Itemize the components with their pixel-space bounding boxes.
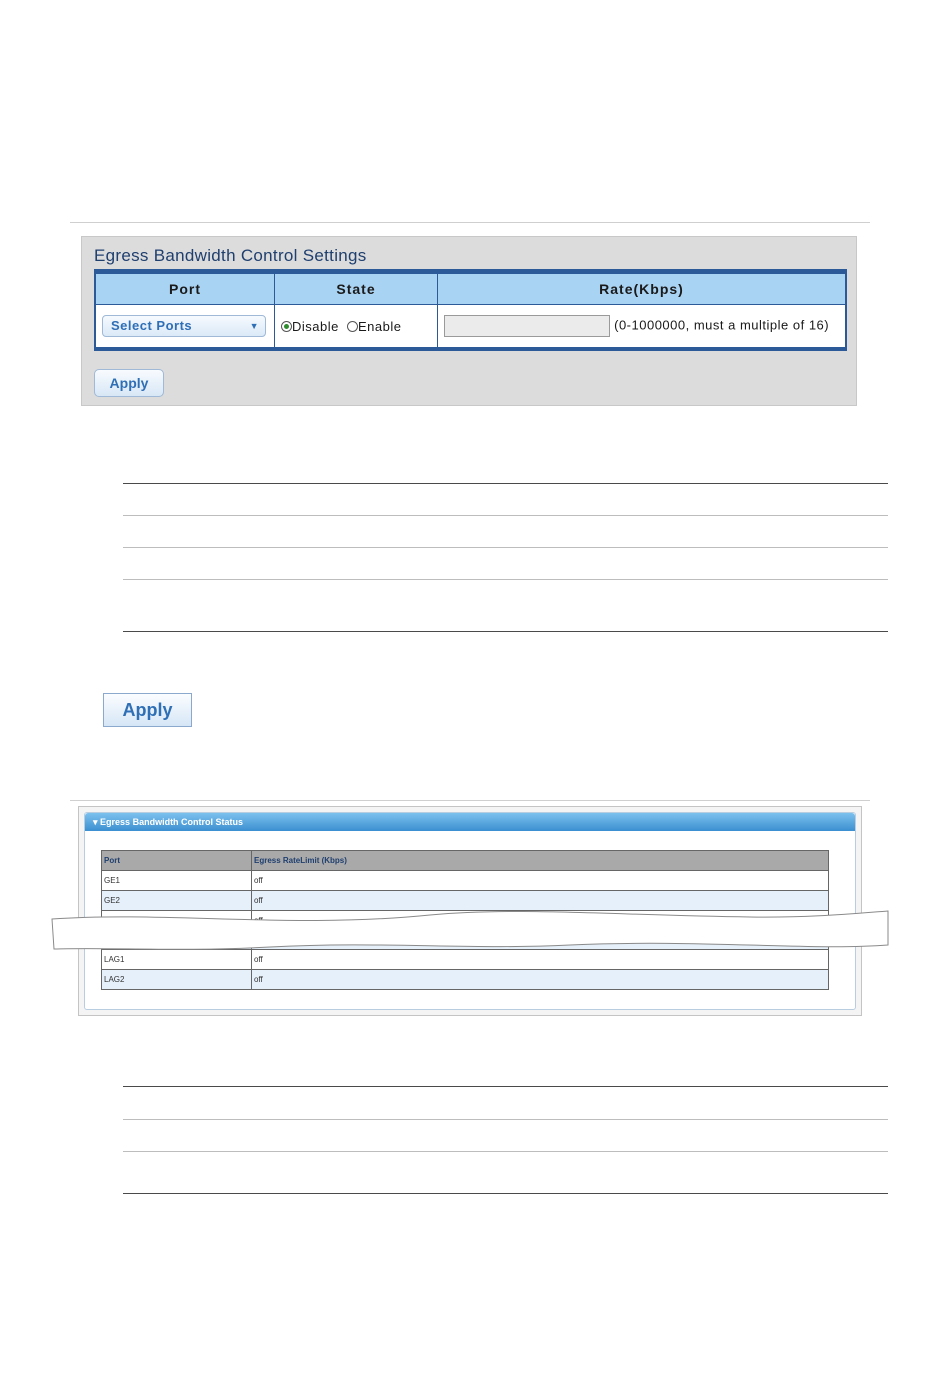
apply-button[interactable]: Apply — [103, 693, 192, 727]
port-cell: LAG1 — [102, 950, 252, 970]
disable-label: Disable — [292, 318, 339, 334]
settings-title: Egress Bandwidth Control Settings — [94, 246, 367, 265]
enable-radio[interactable] — [347, 321, 358, 332]
state-cell — [275, 305, 438, 350]
port-cell — [95, 305, 275, 350]
egress-settings-panel — [81, 236, 857, 406]
rate-cell — [438, 305, 847, 350]
col-port-header: Port — [95, 272, 275, 305]
col-rate-header: Rate(Kbps) — [438, 272, 847, 305]
table-bottom-rule — [123, 1193, 888, 1194]
torn-break-overlay — [50, 905, 892, 957]
select-ports-label: Select Ports — [111, 318, 193, 333]
table-row — [102, 871, 829, 891]
rate-input[interactable] — [444, 315, 610, 337]
status-col-rate: Egress RateLimit (Kbps) — [252, 851, 829, 871]
status-title: Egress Bandwidth Control Status — [100, 817, 244, 827]
middle-divider — [70, 800, 870, 801]
table-top-rule — [123, 1086, 888, 1087]
rate-hint: (0-1000000, must a multiple of 16) — [614, 317, 830, 333]
top-divider — [70, 222, 870, 223]
table-row — [102, 970, 829, 990]
disable-radio[interactable] — [281, 321, 292, 332]
settings-apply-button[interactable]: Apply — [94, 369, 164, 397]
table-row — [123, 547, 888, 548]
settings-table — [94, 269, 847, 351]
rate-cell: off — [252, 891, 829, 911]
chevron-down-icon: ▼ — [249, 321, 259, 331]
status-col-port: Port — [102, 851, 252, 871]
field-description-table — [123, 483, 888, 635]
table-row — [123, 1119, 888, 1120]
table-top-rule — [123, 483, 888, 484]
status-title-bar[interactable] — [85, 813, 855, 831]
port-cell: GE1 — [102, 871, 252, 891]
enable-label: Enable — [357, 318, 402, 334]
rate-cell: off — [252, 950, 829, 970]
status-description-table — [123, 1086, 888, 1196]
rate-cell: off — [252, 970, 829, 990]
table-bottom-rule — [123, 631, 888, 632]
port-cell: GE2 — [102, 891, 252, 911]
table-row — [123, 1151, 888, 1152]
col-state-header: State — [275, 272, 438, 305]
rate-cell: off — [252, 871, 829, 891]
table-row — [123, 515, 888, 516]
select-ports-dropdown[interactable] — [102, 315, 266, 337]
collapse-arrow-icon: ▾ — [93, 817, 98, 827]
table-row — [123, 579, 888, 580]
port-cell: LAG2 — [102, 970, 252, 990]
